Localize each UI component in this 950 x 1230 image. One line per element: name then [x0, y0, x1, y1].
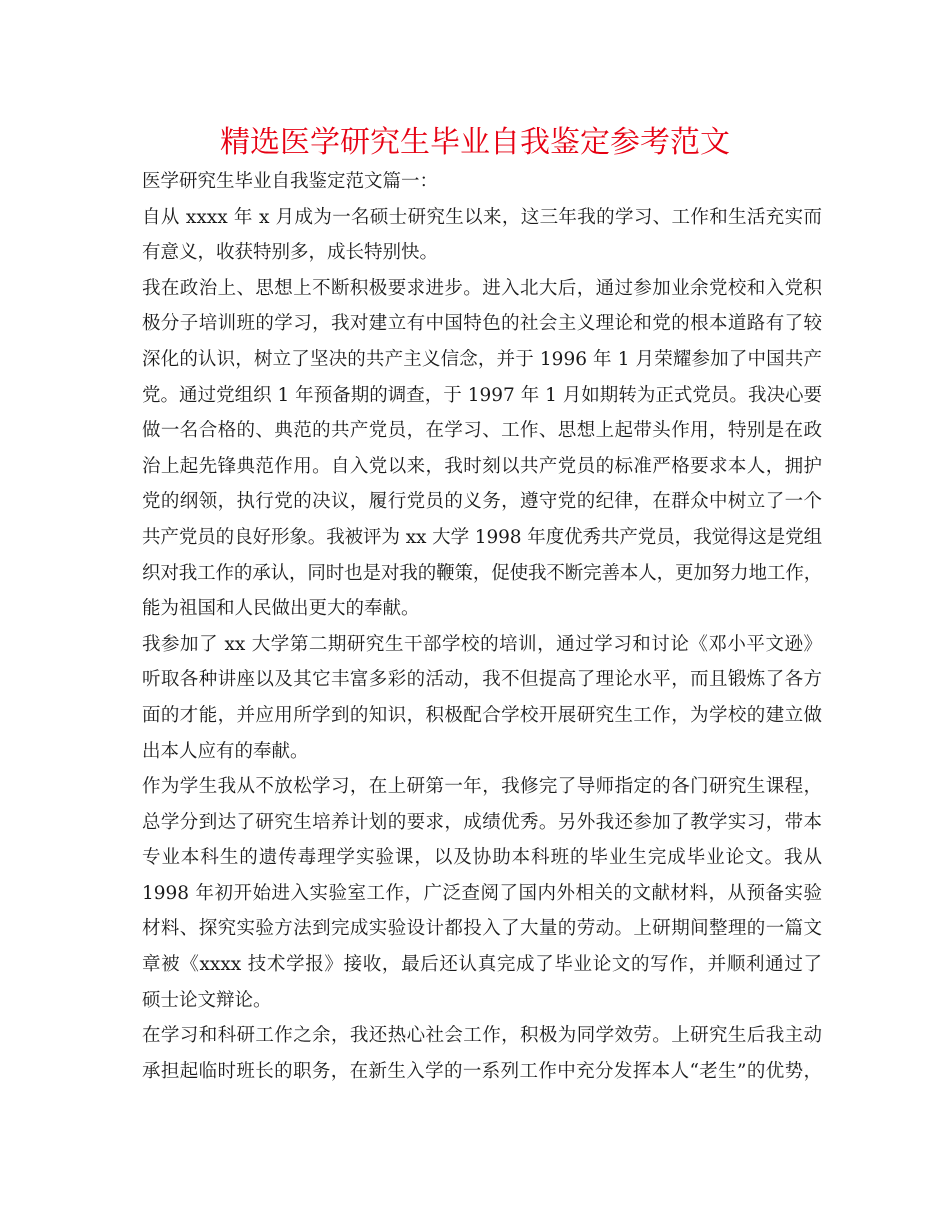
body-line: 党的纲领，执行党的决议，履行党员的义务，遵守党的纪律，在群众中树立了一个 [142, 491, 822, 513]
body-line: 材料、探究实验方法到完成实验设计都投入了大量的劳动。上研期间整理的一篇文 [142, 918, 822, 940]
body-line: 医学研究生毕业自我鉴定范文篇一： [142, 171, 439, 192]
body-line: 我在政治上、思想上不断积极要求进步。进入北大后，通过参加业余党校和入党积 [142, 277, 822, 299]
body-line: 出本人应有的奉献。 [142, 740, 309, 762]
body-line: 硕士论文辩论。 [142, 989, 272, 1011]
body-line: 深化的认识，树立了坚决的共产主义信念，并于 1996 年 1 月荣耀参加了中国共产 [142, 348, 822, 370]
body-line: 治上起先锋典范作用。自入党以来，我时刻以共产党员的标准严格要求本人，拥护 [142, 455, 822, 477]
body-line: 总学分到达了研究生培养计划的要求，成绩优秀。另外我还参加了教学实习，带本 [142, 811, 822, 833]
document-title: 精选医学研究生毕业自我鉴定参考范文 [220, 125, 730, 160]
body-line: 共产党员的良好形象。我被评为 xx 大学 1998 年度优秀共产党员，我觉得这是党组 [142, 526, 822, 548]
body-line: 我参加了 xx 大学第二期研究生干部学校的培训，通过学习和讨论《邓小平文逊》 [142, 633, 822, 655]
body-line: 在学习和科研工作之余，我还热心社会工作，积极为同学效劳。上研究生后我主动 [142, 1025, 822, 1047]
body-line: 织对我工作的承认，同时也是对我的鞭策，促使我不断完善本人，更加努力地工作， [142, 562, 822, 584]
body-line: 1998 年初开始进入实验室工作，广泛查阅了国内外相关的文献材料，从预备实验 [142, 882, 822, 904]
body-line: 能为祖国和人民做出更大的奉献。 [142, 598, 420, 620]
body-line: 章被《xxxx 技术学报》接收，最后还认真完成了毕业论文的写作，并顺利通过了 [142, 954, 822, 976]
body-line: 专业本科生的遗传毒理学实验课，以及协助本科班的毕业生完成毕业论文。我从 [142, 847, 822, 869]
body-line: 作为学生我从不放松学习，在上研第一年，我修完了导师指定的各门研究生课程， [142, 776, 822, 798]
body-line: 有意义，收获特别多，成长特别快。 [142, 242, 439, 264]
body-line: 听取各种讲座以及其它丰富多彩的活动，我不但提高了理论水平，而且锻炼了各方 [142, 669, 822, 691]
body-line: 承担起临时班长的职务，在新生入学的一系列工作中充分发挥本人“老生”的优势， [142, 1060, 822, 1082]
body-line: 极分子培训班的学习，我对建立有中国特色的社会主义理论和党的根本道路有了较 [142, 313, 822, 335]
body-line: 党。通过党组织 1 年预备期的调查，于 1997 年 1 月如期转为正式党员。我决心要 [142, 384, 822, 406]
document-body [142, 164, 822, 1089]
body-line: 面的才能，并应用所学到的知识，积极配合学校开展研究生工作，为学校的建立做 [142, 704, 822, 726]
body-line: 做一名合格的、典范的共产党员，在学习、工作、思想上起带头作用，特别是在政 [142, 420, 822, 442]
body-line: 自从 xxxx 年 x 月成为一名硕士研究生以来，这三年我的学习、工作和生活充实而 [142, 206, 822, 228]
